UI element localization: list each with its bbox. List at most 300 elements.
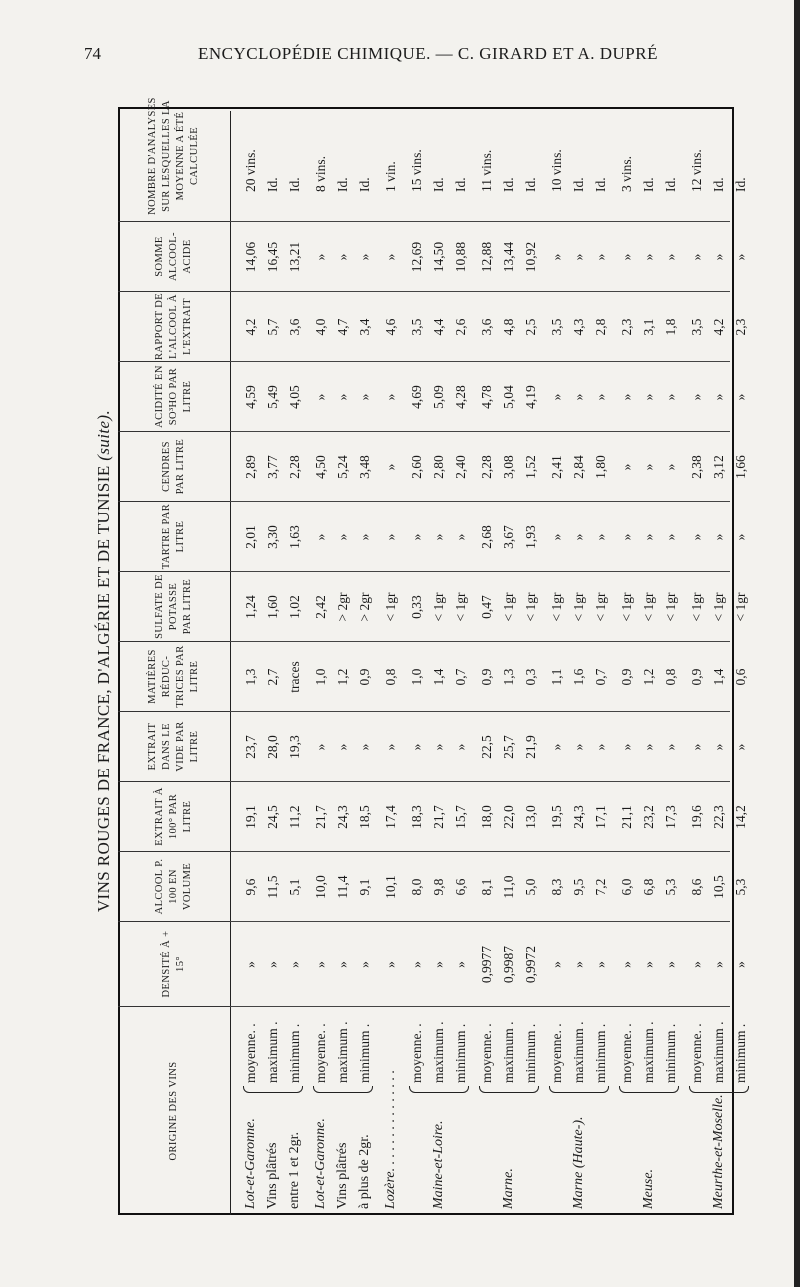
- table-cell: 2,60: [409, 455, 424, 479]
- table-cell: 5,3: [733, 878, 748, 896]
- table-cell: 6,0: [619, 878, 634, 896]
- table-cell: 20 vins.: [243, 149, 258, 192]
- table-cell: < 1gr: [619, 592, 634, 622]
- table-cell: 18,0: [479, 805, 494, 829]
- column-header: ACIDITÉ EN SO³HO PAR LITRE: [118, 362, 230, 432]
- table-cell: 1,80: [593, 455, 608, 479]
- table-cell: Id.: [265, 177, 280, 192]
- table-cell: »: [409, 961, 424, 968]
- table-cell: »: [265, 961, 280, 968]
- table-cell: »: [313, 253, 328, 261]
- wine-origin: Meuse.: [641, 1168, 656, 1209]
- table-cell: Id.: [453, 177, 468, 192]
- table-cell: 23,2: [641, 805, 656, 829]
- table-cell: < 1gr: [641, 592, 656, 622]
- table-cell: 4,59: [243, 385, 258, 409]
- table-cell: »: [619, 463, 634, 471]
- table-cell: 10,1: [383, 875, 398, 899]
- table-cell: »: [383, 253, 398, 261]
- table-cell: 0,8: [383, 668, 398, 686]
- table-cell: »: [619, 961, 634, 968]
- stat-label: minimum .: [357, 1023, 372, 1083]
- table-cell: 11,5: [265, 875, 280, 899]
- table-cell: 13,44: [501, 241, 516, 273]
- column-header: MATIÈRES RÉDUC- TRICES PAR LITRE: [118, 642, 230, 712]
- table-cell: »: [571, 253, 586, 261]
- table-cell: 4,6: [383, 318, 398, 336]
- stat-label: moyenne. .: [549, 1023, 564, 1083]
- table-cell: 17,3: [663, 805, 678, 829]
- table-cell: < 1gr: [453, 592, 468, 622]
- table-cell: 24,3: [335, 805, 350, 829]
- table-cell: 16,45: [265, 241, 280, 273]
- table-cell: »: [383, 743, 398, 751]
- table-cell: 1,0: [313, 668, 328, 686]
- table-cell: »: [357, 743, 372, 751]
- table-cell: 8,3: [549, 878, 564, 896]
- column-header: CENDRES PAR LITRE: [118, 432, 230, 502]
- table-cell: 3,6: [479, 318, 494, 336]
- table-cell: »: [549, 253, 564, 261]
- table-cell: 0,9: [619, 668, 634, 686]
- rotated-table-block: [94, 97, 748, 1215]
- column-header: DENSITÉ À + 15°: [118, 922, 230, 1007]
- table-cell: 1,02: [287, 595, 302, 619]
- table-cell: 0,7: [453, 668, 468, 686]
- table-cell: »: [549, 393, 564, 401]
- column-header: RAPPORT DE L'ALCOOL À L'EXTRAIT: [118, 292, 230, 362]
- table-cell: 18,5: [357, 805, 372, 829]
- table-cell: 2,28: [287, 455, 302, 479]
- table-cell: 11 vins.: [479, 149, 494, 192]
- table-cell: 19,5: [549, 805, 564, 829]
- table-cell: »: [549, 533, 564, 541]
- table-title: [94, 107, 118, 1215]
- table-cell: 4,0: [313, 318, 328, 336]
- table-cell: 24,5: [265, 805, 280, 829]
- table-cell: »: [313, 743, 328, 751]
- table-cell: »: [357, 253, 372, 261]
- table-cell: 5,1: [287, 878, 302, 896]
- table-cell: »: [663, 253, 678, 261]
- table-cell: »: [431, 961, 446, 968]
- stat-label: maximum .: [335, 1021, 350, 1083]
- table-cell: »: [431, 743, 446, 751]
- table-cell: 5,3: [663, 878, 678, 896]
- table-cell: »: [335, 743, 350, 751]
- table-cell: 0,9: [479, 668, 494, 686]
- table-cell: traces: [287, 661, 302, 693]
- table-cell: 3 vins.: [619, 155, 634, 192]
- table-cell: 5,0: [523, 878, 538, 896]
- table-cell: < 1gr: [501, 592, 516, 622]
- table-cell: 2,6: [453, 318, 468, 336]
- table-cell: »: [453, 533, 468, 541]
- table-cell: 6,8: [641, 878, 656, 896]
- stat-label: minimum .: [733, 1023, 748, 1083]
- table-cell: 11,4: [335, 875, 350, 899]
- table-cell: 0,7: [593, 668, 608, 686]
- table-cell: 2,42: [313, 595, 328, 619]
- table-cell: < 1gr: [431, 592, 446, 622]
- table-cell: »: [641, 393, 656, 401]
- wine-origin: entre 1 et 2gr.: [287, 1132, 302, 1209]
- table-cell: »: [689, 961, 704, 968]
- table-cell: 22,0: [501, 805, 516, 829]
- table-cell: < 1gr: [523, 592, 538, 622]
- table-cell: »: [689, 393, 704, 401]
- table-cell: 13,21: [287, 241, 302, 273]
- stat-label: maximum .: [571, 1021, 586, 1083]
- stat-label: moyenne. .: [689, 1023, 704, 1083]
- stat-label: minimum .: [593, 1023, 608, 1083]
- column-header: TARTRE PAR LITRE: [118, 502, 230, 572]
- table-cell: > 2gr: [357, 592, 372, 622]
- table-cell: »: [711, 743, 726, 751]
- table-cell: »: [383, 533, 398, 541]
- running-head: ENCYCLOPÉDIE CHIMIQUE. — C. GIRARD ET A. DUPRÉ: [198, 44, 658, 63]
- table-cell: Id.: [641, 177, 656, 192]
- table-cell: > 2gr: [335, 592, 350, 622]
- wine-origin: Maine-et-Loire.: [431, 1120, 446, 1209]
- table-cell: 14,50: [431, 241, 446, 273]
- group-brace: [619, 1086, 679, 1093]
- table-cell: »: [431, 533, 446, 541]
- table-cell: 1,63: [287, 525, 302, 549]
- table-cell: 17,1: [593, 805, 608, 829]
- wine-origin: Vins plâtrés: [265, 1142, 280, 1209]
- stat-label: minimum .: [453, 1023, 468, 1083]
- wine-origin: Lozère. . . . . . . . . . . . . . .: [383, 1069, 398, 1209]
- table-cell: 3,08: [501, 455, 516, 479]
- table-cell: 9,1: [357, 878, 372, 896]
- table-cell: 0,9: [689, 668, 704, 686]
- table-cell: 2,7: [265, 668, 280, 686]
- table-cell: »: [663, 463, 678, 471]
- table-cell: 2,84: [571, 455, 586, 479]
- table-cell: 9,6: [243, 878, 258, 896]
- table-cell: »: [243, 961, 258, 968]
- table-cell: 12,88: [479, 241, 494, 273]
- table-cell: »: [383, 393, 398, 401]
- table-cell: 1,24: [243, 595, 258, 619]
- table-cell: 10,0: [313, 875, 328, 899]
- stat-label: moyenne. .: [619, 1023, 634, 1083]
- table-cell: Id.: [287, 177, 302, 192]
- column-header: SOMME ALCOOL- ACIDE: [118, 222, 230, 292]
- table-cell: 23,7: [243, 735, 258, 759]
- table-cell: 8,6: [689, 878, 704, 896]
- table-cell: »: [335, 961, 350, 968]
- table-cell: »: [619, 253, 634, 261]
- table-cell: 0,8: [663, 668, 678, 686]
- table-cell: < 1gr: [383, 592, 398, 622]
- table-cell: 4,8: [501, 318, 516, 336]
- wine-origin: Vins plâtrés: [335, 1142, 350, 1209]
- table-cell: 2,5: [523, 318, 538, 336]
- wine-origin: à plus de 2gr.: [357, 1134, 372, 1209]
- table-cell: 3,4: [357, 318, 372, 336]
- data-table: [118, 97, 748, 1215]
- table-cell: 10,92: [523, 241, 538, 273]
- table-cell: 1,66: [733, 455, 748, 479]
- column-header: NOMBRE D'ANALYSES SUR LESQUELLES LA MOYENNE A ÉTÉ CALCULÉE: [118, 91, 230, 222]
- table-cell: »: [335, 393, 350, 401]
- table-cell: 3,48: [357, 455, 372, 479]
- table-cell: 1,0: [409, 668, 424, 686]
- table-cell: »: [287, 961, 302, 968]
- table-cell: »: [711, 393, 726, 401]
- table-cell: 2,41: [549, 455, 564, 479]
- table-cell: 11,0: [501, 875, 516, 899]
- column-header: SULFATE DE POTASSE PAR LITRE: [118, 572, 230, 642]
- table-cell: »: [733, 743, 748, 751]
- table-cell: 6,6: [453, 878, 468, 896]
- header-rule: [230, 111, 231, 1215]
- table-cell: 11,2: [287, 805, 302, 829]
- table-cell: »: [383, 961, 398, 968]
- table-cell: 21,9: [523, 735, 538, 759]
- table-cell: »: [453, 961, 468, 968]
- group-brace: [479, 1086, 539, 1093]
- table-cell: »: [571, 743, 586, 751]
- table-cell: »: [641, 961, 656, 968]
- table-cell: 19,3: [287, 735, 302, 759]
- table-cell: »: [711, 533, 726, 541]
- table-cell: 17,4: [383, 805, 398, 829]
- table-cell: 12,69: [409, 241, 424, 273]
- table-cell: 0,3: [523, 668, 538, 686]
- table-cell: 1,93: [523, 525, 538, 549]
- table-cell: 4,4: [431, 318, 446, 336]
- table-cell: »: [357, 393, 372, 401]
- table-cell: 1,8: [663, 318, 678, 336]
- table-cell: Id.: [711, 177, 726, 192]
- table-cell: »: [571, 533, 586, 541]
- group-brace: [409, 1086, 469, 1093]
- table-cell: 5,49: [265, 385, 280, 409]
- table-cell: 21,7: [431, 805, 446, 829]
- group-brace: [689, 1086, 749, 1093]
- table-cell: 3,12: [711, 455, 726, 479]
- table-cell: 3,5: [409, 318, 424, 336]
- table-cell: 5,24: [335, 455, 350, 479]
- table-cell: »: [571, 961, 586, 968]
- table-cell: 22,5: [479, 735, 494, 759]
- table-cell: »: [663, 743, 678, 751]
- table-cell: »: [383, 463, 398, 471]
- stat-label: maximum .: [641, 1021, 656, 1083]
- table-cell: »: [733, 253, 748, 261]
- table-cell: 5,7: [265, 318, 280, 336]
- table-cell: 15,7: [453, 805, 468, 829]
- table-cell: 1,1: [549, 668, 564, 686]
- table-cell: 3,67: [501, 525, 516, 549]
- table-cell: »: [733, 961, 748, 968]
- table-cell: 2,80: [431, 455, 446, 479]
- table-title-suffix: (suite).: [94, 409, 113, 461]
- table-cell: 8 vins.: [313, 155, 328, 192]
- table-cell: »: [689, 743, 704, 751]
- table-cell: Id.: [593, 177, 608, 192]
- table-cell: 10 vins.: [549, 149, 564, 192]
- table-cell: »: [641, 533, 656, 541]
- table-cell: < 1gr: [663, 592, 678, 622]
- column-header: EXTRAIT À 100° PAR LITRE: [118, 782, 230, 852]
- table-cell: 7,2: [593, 878, 608, 896]
- table-cell: 3,1: [641, 318, 656, 336]
- table-cell: 4,19: [523, 385, 538, 409]
- table-cell: »: [593, 533, 608, 541]
- table-cell: 3,6: [287, 318, 302, 336]
- table-cell: 4,50: [313, 455, 328, 479]
- table-cell: »: [313, 961, 328, 968]
- table-cell: 8,1: [479, 878, 494, 896]
- table-cell: < 1gr: [571, 592, 586, 622]
- table-cell: 2,3: [733, 318, 748, 336]
- table-cell: »: [663, 961, 678, 968]
- table-cell: »: [641, 463, 656, 471]
- table-cell: Id.: [571, 177, 586, 192]
- table-cell: »: [571, 393, 586, 401]
- table-cell: »: [593, 393, 608, 401]
- table-cell: »: [593, 743, 608, 751]
- page-number: 74: [84, 44, 101, 63]
- table-cell: »: [711, 253, 726, 261]
- running-header: [0, 44, 800, 72]
- group-brace: [243, 1086, 303, 1093]
- table-cell: »: [593, 961, 608, 968]
- table-cell: »: [409, 743, 424, 751]
- table-cell: < 1gr: [711, 592, 726, 622]
- table-cell: 1,4: [711, 668, 726, 686]
- table-cell: »: [357, 961, 372, 968]
- table-cell: »: [313, 393, 328, 401]
- table-cell: 2,3: [619, 318, 634, 336]
- table-cell: »: [409, 533, 424, 541]
- table-cell: 4,3: [571, 318, 586, 336]
- table-cell: Id.: [523, 177, 538, 192]
- table-cell: 5,04: [501, 385, 516, 409]
- table-cell: Id.: [501, 177, 516, 192]
- table-cell: 5,09: [431, 385, 446, 409]
- stat-label: minimum .: [523, 1023, 538, 1083]
- table-cell: 28,0: [265, 735, 280, 759]
- stat-label: moyenne. .: [479, 1023, 494, 1083]
- page-edge: [794, 0, 800, 1287]
- table-cell: 0,9972: [523, 945, 538, 984]
- stat-label: minimum .: [663, 1023, 678, 1083]
- stat-label: minimum .: [287, 1023, 302, 1083]
- table-cell: »: [357, 533, 372, 541]
- table-cell: 21,1: [619, 805, 634, 829]
- wine-origin: Meurthe-et-Moselle.: [711, 1094, 726, 1209]
- table-cell: 1 vin.: [383, 161, 398, 192]
- wine-origin: Marne.: [501, 1168, 516, 1209]
- stat-label: maximum .: [265, 1021, 280, 1083]
- table-cell: »: [453, 743, 468, 751]
- table-cell: 1,6: [571, 668, 586, 686]
- stat-label: moyenne. .: [313, 1023, 328, 1083]
- table-cell: »: [663, 393, 678, 401]
- table-cell: Id.: [733, 177, 748, 192]
- column-header: EXTRAIT DANS LE VIDE PAR LITRE: [118, 712, 230, 782]
- table-cell: 12 vins.: [689, 149, 704, 192]
- table-cell: »: [313, 533, 328, 541]
- table-cell: 4,05: [287, 385, 302, 409]
- table-cell: 1,3: [501, 668, 516, 686]
- table-cell: 25,7: [501, 735, 516, 759]
- table-cell: 14,06: [243, 241, 258, 273]
- table-cell: 1,4: [431, 668, 446, 686]
- table-cell: < 1gr: [733, 592, 748, 622]
- table-cell: 9,5: [571, 878, 586, 896]
- wine-origin: Marne (Haute-).: [571, 1116, 586, 1209]
- table-cell: »: [711, 961, 726, 968]
- table-cell: Id.: [431, 177, 446, 192]
- table-cell: 3,5: [549, 318, 564, 336]
- table-cell: 18,3: [409, 805, 424, 829]
- table-cell: 0,6: [733, 668, 748, 686]
- table-cell: 19,1: [243, 805, 258, 829]
- column-header: ALCOOL P. 100 EN VOLUME: [118, 852, 230, 922]
- table-cell: »: [641, 743, 656, 751]
- table-cell: 4,28: [453, 385, 468, 409]
- table-cell: »: [663, 533, 678, 541]
- table-cell: »: [689, 253, 704, 261]
- stat-label: moyenne. .: [243, 1023, 258, 1083]
- table-cell: 10,5: [711, 875, 726, 899]
- table-cell: »: [549, 743, 564, 751]
- table-cell: 2,01: [243, 525, 258, 549]
- table-cell: 1,60: [265, 595, 280, 619]
- table-cell: »: [733, 393, 748, 401]
- stat-label: maximum .: [711, 1021, 726, 1083]
- table-cell: 2,40: [453, 455, 468, 479]
- table-cell: 3,77: [265, 455, 280, 479]
- table-cell: »: [619, 393, 634, 401]
- table-cell: 1,2: [335, 668, 350, 686]
- table-cell: 0,33: [409, 595, 424, 619]
- table-cell: Id.: [357, 177, 372, 192]
- table-cell: »: [689, 533, 704, 541]
- table-cell: 4,78: [479, 385, 494, 409]
- table-cell: »: [619, 743, 634, 751]
- table-cell: 0,9987: [501, 945, 516, 984]
- table-cell: 4,7: [335, 318, 350, 336]
- column-header: ORIGINE DES VINS: [168, 1061, 179, 1161]
- table-cell: »: [593, 253, 608, 261]
- wine-origin: Lot-et-Garonne.: [313, 1118, 328, 1209]
- table-cell: 3,5: [689, 318, 704, 336]
- table-cell: 22,3: [711, 805, 726, 829]
- table-cell: 2,68: [479, 525, 494, 549]
- table-cell: 2,8: [593, 318, 608, 336]
- table-cell: 0,9977: [479, 945, 494, 984]
- table-cell: »: [335, 253, 350, 261]
- table-cell: »: [619, 533, 634, 541]
- group-brace: [549, 1086, 609, 1093]
- table-cell: »: [549, 961, 564, 968]
- table-cell: 24,3: [571, 805, 586, 829]
- table-cell: 19,6: [689, 805, 704, 829]
- stat-label: maximum .: [431, 1021, 446, 1083]
- table-cell: Id.: [663, 177, 678, 192]
- table-cell: Id.: [335, 177, 350, 192]
- stat-label: moyenne. .: [409, 1023, 424, 1083]
- table-cell: < 1gr: [593, 592, 608, 622]
- stat-label: maximum .: [501, 1021, 516, 1083]
